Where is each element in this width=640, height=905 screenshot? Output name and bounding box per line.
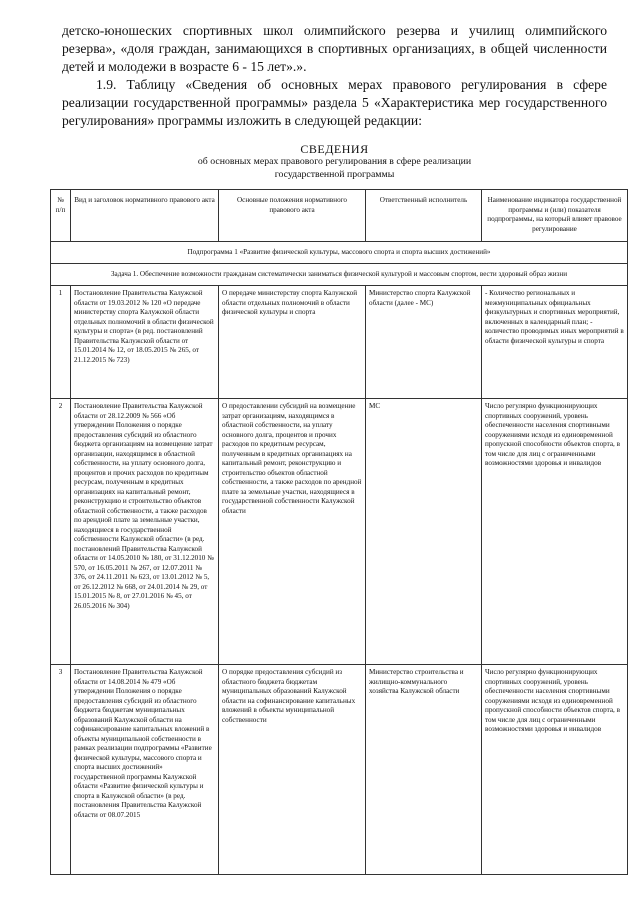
table-row bbox=[51, 399, 628, 665]
row-act: Постановление Правительства Калужской области от 14.08.2014 № 479 «Об утверждении Положения о порядке предоставления субсидий из областного бюджета бюджетам муниципальных образований Калужской области на софинансирование капитальных вложений в объекты муниципальной собственности в рамках реализации подпрограммы «Развитие физической культуры, массового спорта и спорта высших достижений» государственной программы Калужской области «Развитие физической культуры и спорта в Калужской области» (в ред. постановления Правительства Калужской области от 08.07.2015 bbox=[71, 665, 219, 875]
header-indicator: Наименование индикатора государственной программы и (или) показателя подпрограммы, на который влияет правовое регулирование bbox=[482, 190, 628, 242]
heading-subtitle-1: об основных мерах правового регулирования в сфере реализации bbox=[197, 156, 472, 167]
row-provisions: О предоставлении субсидий на возмещение затрат организациям, находящимся в областной собственности, на уплату основного долга, процентов и прочих расходов по кредитным ресурсам, полученным в кредитных организациях на капитальный ремонт, реконструкцию и строительство объектов областной собственности, а также расходов по арендной плате за земельные участки, находящиеся в государственной собственности Калужской области bbox=[219, 399, 366, 665]
row-executor: Министерство строительства и жилищно-коммунального хозяйства Калужской области bbox=[366, 665, 482, 875]
row-act: Постановление Правительства Калужской области от 28.12.2009 № 566 «Об утверждении Положения о порядке предоставления субсидий из областного бюджета организациям на возмещение затрат организации, находящимся в областной собственности, на уплату основного долга, процентов и прочих расходов по кредитным ресурсам, полученным в кредитных организациях на капитальный ремонт, реконструкцию и строительство объектов областной собственности, а также расходов по арендной плате за земельные участки, находящиеся в государственной собственности Калужской области» (в ред. постановлений Правительства Калужской области от 14.05.2010 № 180, от 31.12.2010 № 570, от 16.05.2011 № 267, от 12.07.2011 № 376, от 24.11.2011 № 623, от 13.01.2012 № 5, от 26.12.2012 № 668, от 24.01.2014 № 29, от 15.01.2015 № 8, от 27.01.2016 № 45, от 26.05.2016 № 304) bbox=[71, 399, 219, 665]
row-indicator: Число регулярно функционирующих спортивных сооружений, уровень обеспеченности населения спортивными сооружениями исходя из единовременной пропускной способности объектов спорта, в том числе для лиц с ограниченными возможностями здоровья и инвалидов bbox=[482, 399, 628, 665]
table-header-row bbox=[51, 190, 628, 242]
intro-text bbox=[62, 22, 607, 130]
row-provisions: О передаче министерству спорта Калужской области отдельных полномочий в области физической культуры и спорта bbox=[219, 286, 366, 399]
header-act: Вид и заголовок нормативного правового акта bbox=[71, 190, 219, 242]
row-num: 3 bbox=[51, 665, 71, 875]
measures-table bbox=[50, 189, 628, 875]
heading-subtitle-2: государственной программы bbox=[274, 168, 395, 180]
row-executor: Министерство спорта Калужской области (далее - МС) bbox=[366, 286, 482, 399]
header-provisions: Основные положения нормативного правового акта bbox=[219, 190, 366, 242]
subprogram-row bbox=[51, 242, 628, 264]
task-row bbox=[51, 264, 628, 286]
table-heading bbox=[62, 142, 607, 181]
header-num: № п/п bbox=[51, 190, 71, 242]
intro-continuation: детско-юношеских спортивных школ олимпийского резерва и училищ олимпийского резерва», «доля граждан, занимающихся в спортивных организациях, в общей численности детей и молодежи в возрасте 6 - 15 лет».». bbox=[62, 23, 607, 74]
header-executor: Ответственный исполнитель bbox=[366, 190, 482, 242]
row-indicator: Число регулярно функционирующих спортивных сооружений, уровень обеспеченности населения спортивными сооружениями исходя из единовременной пропускной способности объектов спорта, в том числе для лиц с ограниченными возможностями здоровья и инвалидов bbox=[482, 665, 628, 875]
intro-paragraph-1-9: 1.9. Таблицу «Сведения об основных мерах правового регулирования в сфере реализации государственной программы» раздела 5 «Характеристика мер государственного регулирования» программы изложить в следующей редакции: bbox=[62, 77, 607, 128]
row-num: 2 bbox=[51, 399, 71, 665]
row-indicator: - Количество региональных и межмуниципальных официальных физкультурных и спортивных мероприятий, включенных в календарный план; - количество проводимых иных мероприятий в области физической культуры и спорта bbox=[482, 286, 628, 399]
table-row bbox=[51, 665, 628, 875]
subprogram-title: Подпрограмма 1 «Развитие физической культуры, массового спорта и спорта высших достижений» bbox=[51, 242, 628, 264]
row-act: Постановление Правительства Калужской области от 19.03.2012 № 120 «О передаче министерству спорта Калужской области отдельных полномочий в области физической культуры и спорта» (в ред. постановлений Правительства Калужской области от 15.01.2014 № 12, от 18.05.2015 № 265, от 21.12.2015 № 723) bbox=[71, 286, 219, 399]
table-row bbox=[51, 286, 628, 399]
heading-title: СВЕДЕНИЯ bbox=[300, 142, 369, 156]
row-num: 1 bbox=[51, 286, 71, 399]
row-provisions: О порядке предоставления субсидий из областного бюджета бюджетам муниципальных образований Калужской области на софинансирование капитальных вложений в объекты муниципальной собственности bbox=[219, 665, 366, 875]
task-title: Задача 1. Обеспечение возможности гражданам систематически заниматься физической культурой и массовым спортом, вести здоровый образ жизни bbox=[51, 264, 628, 286]
row-executor: МС bbox=[366, 399, 482, 665]
